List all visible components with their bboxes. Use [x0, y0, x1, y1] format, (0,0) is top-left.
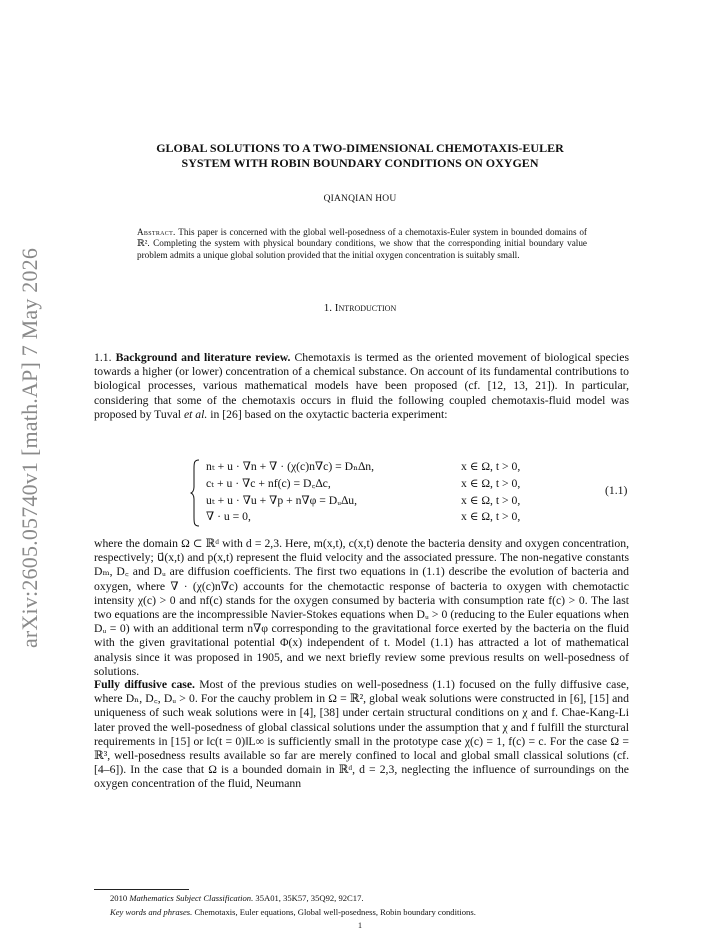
footnote-msc — [110, 893, 630, 904]
title-line-1: GLOBAL SOLUTIONS TO A TWO-DIMENSIONAL CHEMOTAXIS-EULER — [156, 141, 564, 155]
author-name: QIANQIAN HOU — [323, 194, 397, 204]
paragraph-text: Most of the previous studies on well-posedness (1.1) focused on the fully diffusive case, where Dₙ, D꜀, Dᵤ > 0. For the cauchy problem in Ω = ℝ², global weak solutions were constructed in [6], [15] and uniqueness of such weak solutions were in [4], [38] under certain structural conditions on χ and f. Chae-Kang-Li later proved the well-posedness of global classical solutions under the assumption that χ and f fulfill the sturctural requirements in [15] or ‖c(t = 0)‖L∞ is sufficiently small in the prototype case χ(c) = 1, f(c) = c. For the case Ω = ℝ³, well-posedness results available so far are merely confined to local and global small classical solutions (cf. [4–6]). In the case that Ω is a bounded domain in ℝᵈ, d = 2,3, neglecting the influence of surroundings on the oxygen concentration of the fluid, Neumann — [94, 678, 629, 791]
abstract-label: Abstract. — [137, 227, 176, 237]
equation-condition: x ∈ Ω, t > 0, — [461, 460, 521, 473]
footnote-keywords — [110, 907, 630, 918]
paper-title — [90, 141, 630, 171]
footnote-year: 2010 — [110, 893, 128, 903]
title-line-2: SYSTEM WITH ROBIN BOUNDARY CONDITIONS ON OXYGEN — [181, 156, 539, 170]
equation-condition: x ∈ Ω, t > 0, — [461, 493, 521, 507]
paragraph-model-description: where the domain Ω ⊂ ℝᵈ with d = 2,3. Here, m(x,t), c(x,t) denote the bacteria density and oxygen concentration, respectively; u⃗(x,t) and p(x,t) represent the fluid velocity and the associated pressure. The non-negative constants Dₘ, D꜀ and Dᵤ are diffusion coefficients. The first two equations in (1.1) describe the evolution of bacteria and oxygen, where ∇ · (χ(c)n∇c) accounts for the chemotactic response of bacteria to oxygen with chemotactic intensity χ(c) > 0 and nf(c) stands for the oxygen consumed by bacteria with consumption rate f(c) > 0. The last two equations are the incompressible Navier-Stokes equations when Dᵤ > 0 (reducing to the Euler equations when Dᵤ = 0) with an additional term n∇φ corresponding to the gravitational force exerted by the bacteria on the fluid with the given gravitational potential Φ(x) independent of t. Model (1.1) has attracted a lot of mathematical analysis since it was proposed in 1905, and we next briefly review some previous results on well-posedness of solutions. — [94, 537, 629, 678]
arxiv-identifier-text: arXiv:2605.05740v1 [math.AP] 7 May 2026 — [17, 247, 43, 649]
left-brace — [190, 459, 200, 527]
equation-system — [190, 459, 630, 527]
et-al-text: et al. — [183, 407, 208, 421]
abstract — [137, 227, 587, 261]
abstract-text: This paper is concerned with the global well-posedness of a chemotaxis-Euler system in bounded domains of ℝ². Completing the system with physical boundary conditions, we show that the corresponding initial boundary value problem admits a unique global solution provided that the initial oxygen concentration is suitably small. — [137, 227, 587, 260]
subsection-number: 1.1. — [94, 351, 112, 364]
equation-condition: x ∈ Ω, t > 0, — [461, 476, 521, 490]
subsection-heading: Background and literature review. — [115, 351, 291, 364]
equation-lhs: nₜ + u · ∇n + ∇ · (χ(c)n∇c) = Dₙ∆n, — [206, 460, 375, 473]
equation-lhs: cₜ + u · ∇c + nf(c) = D꜀∆c, — [206, 476, 331, 490]
section-title: Introduction — [334, 302, 397, 314]
equation-number: (1.1) — [605, 484, 628, 497]
equation-lhs: uₜ + u · ∇u + ∇p + n∇φ = Dᵤ∆u, — [206, 493, 357, 507]
section-number: 1. — [323, 302, 333, 314]
paragraph-text: Chemotaxis is termed as the oriented movement of biological species towards a higher (or lower) concentration of a chemical substance. On account of its fundamental contributions to biological processes, various mathematical models have been proposed (cf. [12, 13, 21]). In particular, considering that some of the chemotaxis occurs in fluid the following coupled chemotaxis-fluid model was proposed by Tuval — [94, 351, 629, 421]
equation-row — [206, 476, 606, 493]
paragraph-heading: Fully diffusive case. — [94, 678, 195, 691]
footnote-label: Mathematics Subject Classification. — [129, 893, 254, 903]
section-heading — [90, 302, 630, 314]
page-number: 1 — [358, 921, 362, 930]
paragraph-fully-diffusive — [94, 678, 629, 792]
paragraph-tail-text: in [26] based on the oxytactic bacteria experiment: — [210, 407, 448, 421]
paragraph-background — [94, 351, 629, 422]
equation-condition: x ∈ Ω, t > 0, — [461, 510, 521, 524]
equation-row — [206, 493, 606, 510]
footnote-text: Chemotaxis, Euler equations, Global well-posedness, Robin boundary conditions. — [194, 907, 476, 917]
equation-row — [206, 459, 606, 476]
footnote-divider — [94, 889, 189, 890]
equation-row — [206, 509, 606, 526]
footnote-text: 35A01, 35K57, 35Q92, 92C17. — [255, 893, 364, 903]
equation-lhs: ∇ · u = 0, — [206, 510, 251, 524]
arxiv-identifier-stamp — [12, 228, 48, 668]
equation-rows — [206, 459, 606, 526]
footnote-label: Key words and phrases. — [110, 907, 193, 917]
